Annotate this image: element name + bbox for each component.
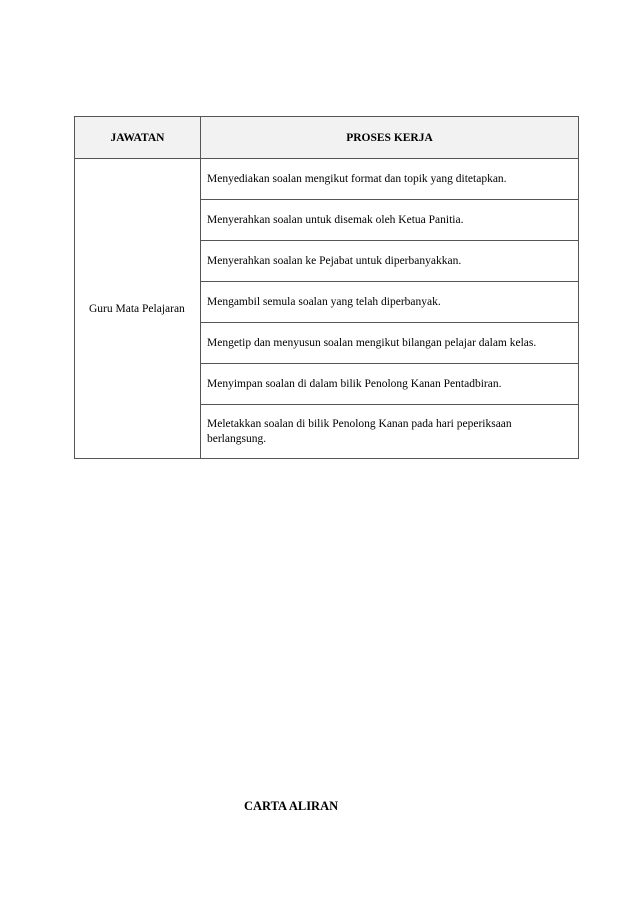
- process-step: Mengambil semula soalan yang telah diperbanyak.: [201, 282, 579, 323]
- process-step: Menyerahkan soalan untuk disemak oleh Ketua Panitia.: [201, 200, 579, 241]
- process-step: Menyimpan soalan di dalam bilik Penolong Kanan Pentadbiran.: [201, 364, 579, 405]
- table-row: [75, 159, 579, 200]
- header-jawatan: JAWATAN: [75, 117, 201, 159]
- footer-title: CARTA ALIRAN: [244, 799, 339, 813]
- process-step: Meletakkan soalan di bilik Penolong Kanan pada hari peperiksaan berlangsung.: [201, 405, 579, 459]
- process-step: Menyerahkan soalan ke Pejabat untuk diperbanyakkan.: [201, 241, 579, 282]
- process-table: [74, 116, 579, 459]
- header-proses-kerja: PROSES KERJA: [201, 117, 579, 159]
- role-cell: Guru Mata Pelajaran: [75, 159, 201, 459]
- process-step: Mengetip dan menyusun soalan mengikut bilangan pelajar dalam kelas.: [201, 323, 579, 364]
- process-step: Menyediakan soalan mengikut format dan topik yang ditetapkan.: [201, 159, 579, 200]
- table-header-row: [75, 117, 579, 159]
